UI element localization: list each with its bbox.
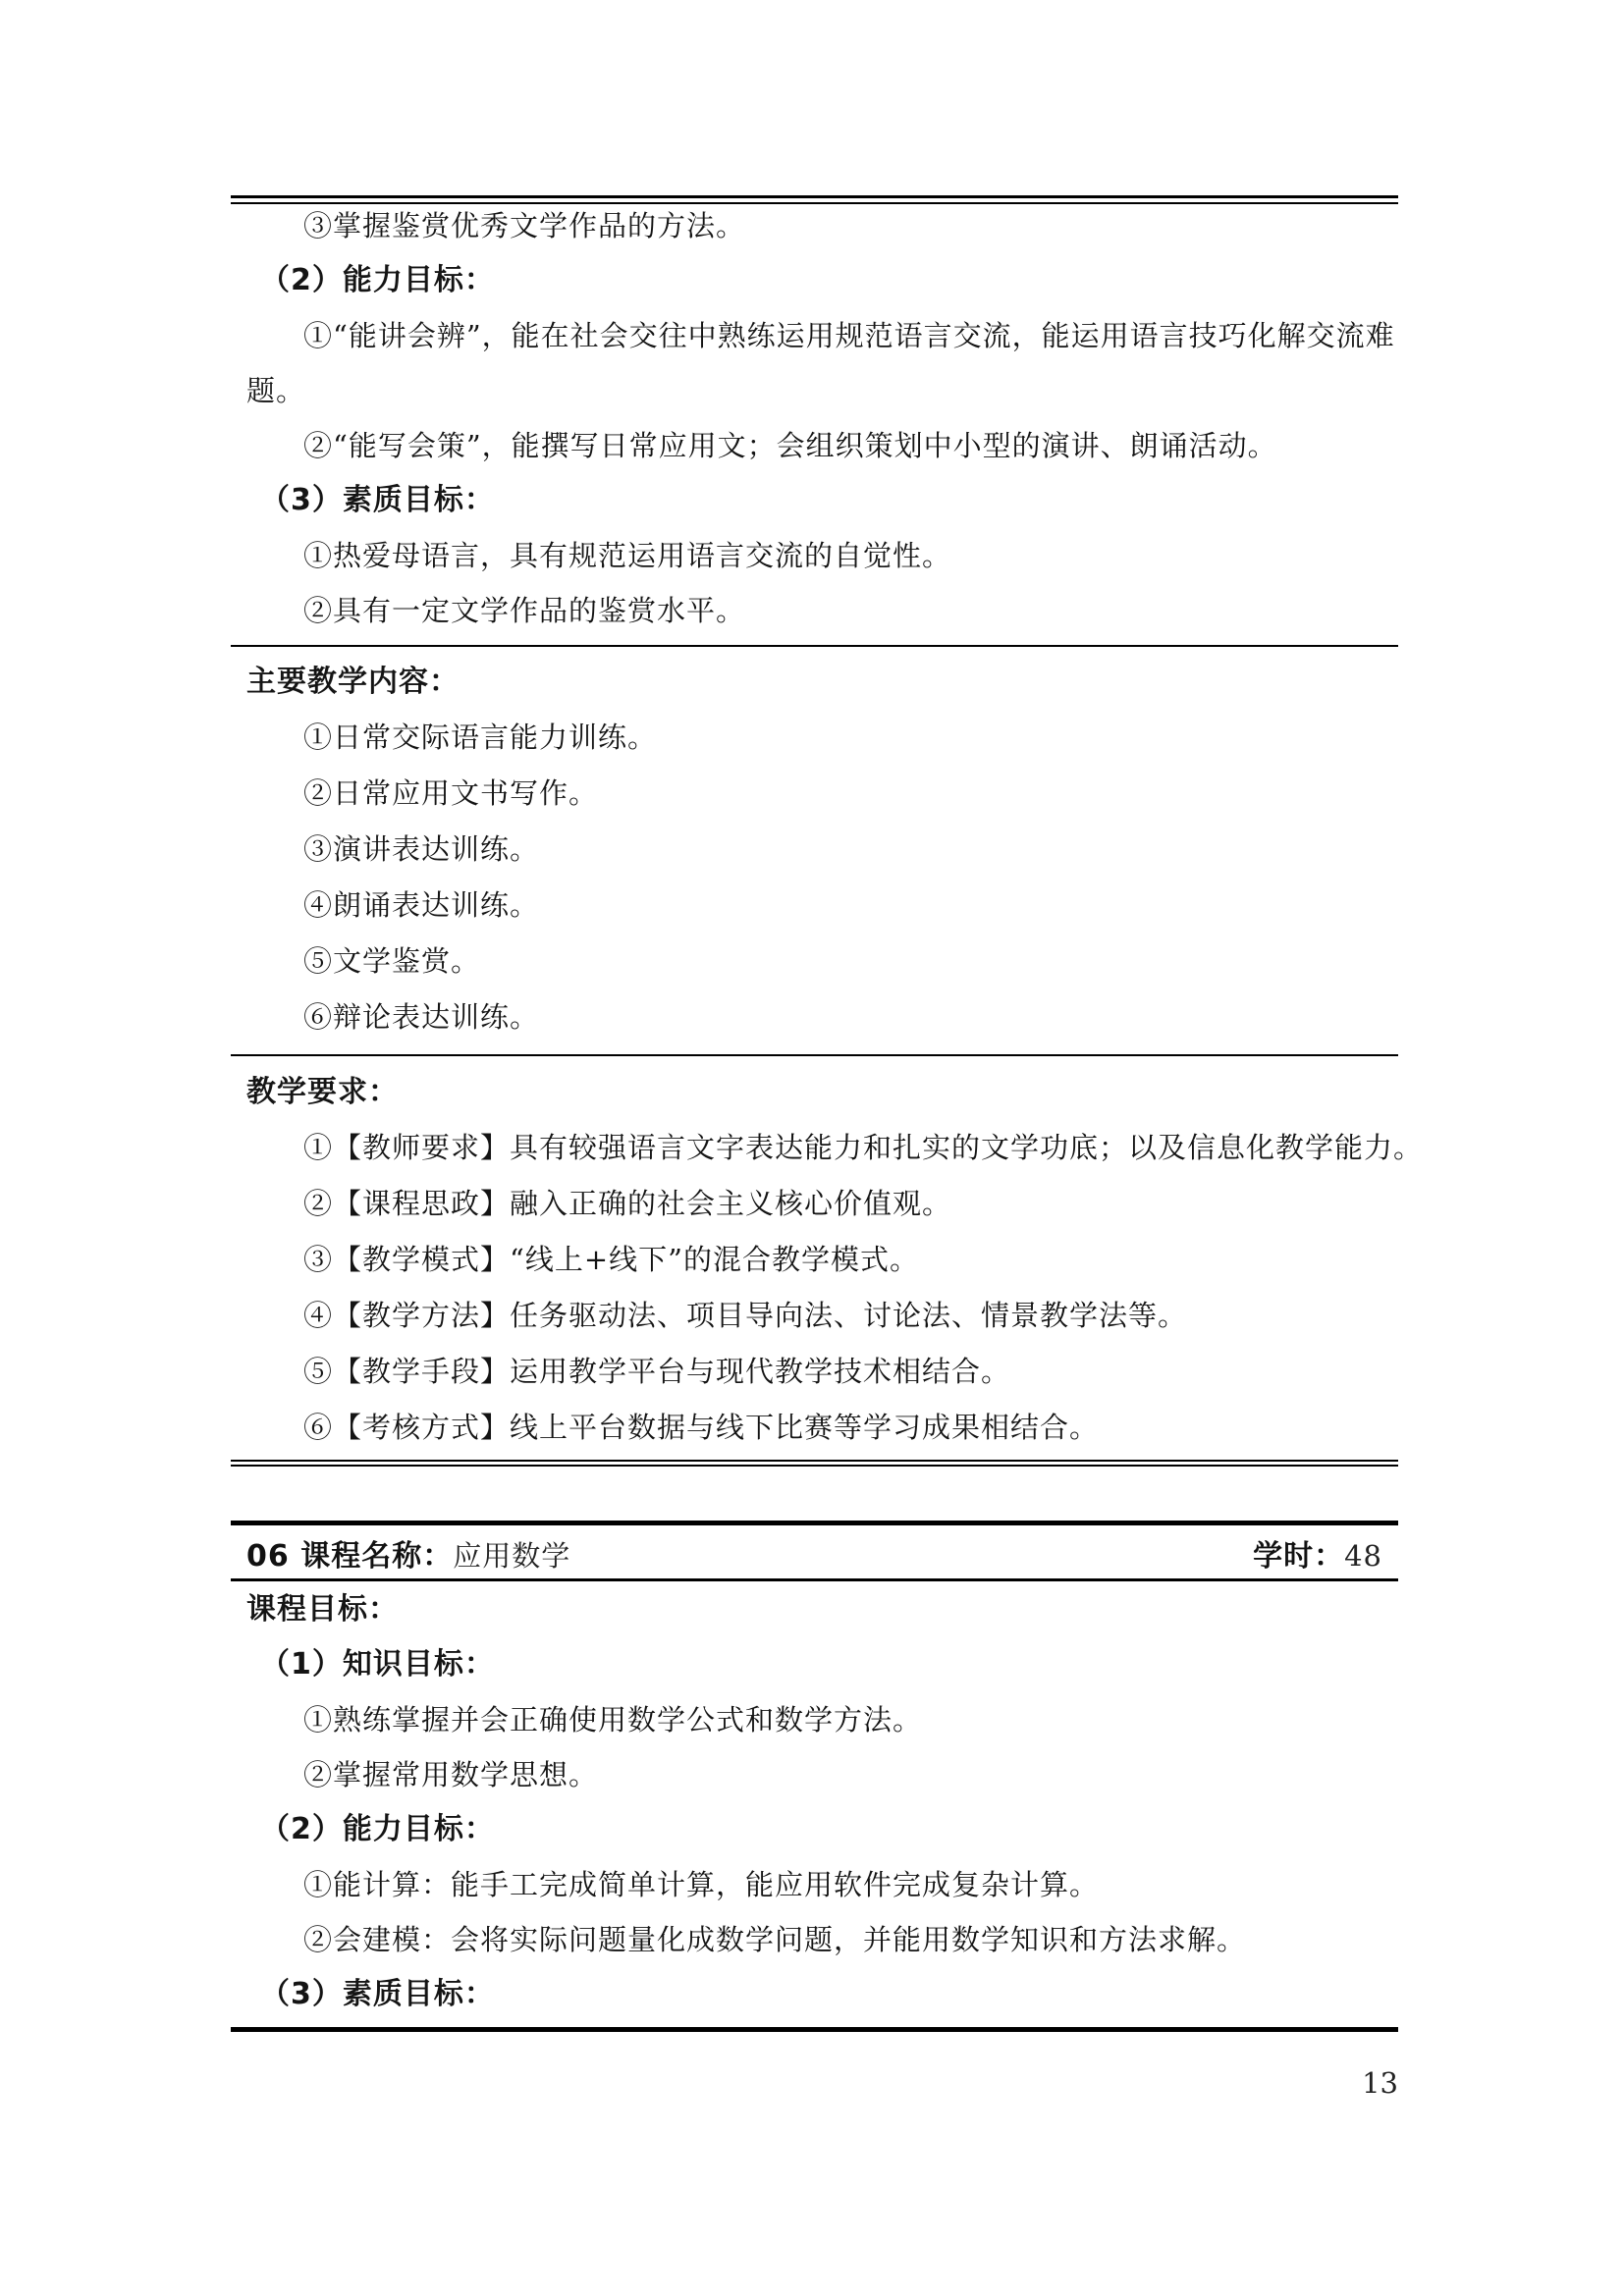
course06-objectives-section — [231, 1582, 1398, 2022]
course05-objectives-section — [231, 198, 1398, 638]
paragraph-line: ①熟练掌握并会正确使用数学公式和数学方法。 — [303, 1703, 923, 1736]
quality-objectives-heading: （3）素质目标： — [260, 1977, 495, 2011]
course-objectives-heading: 课程目标： — [246, 1592, 399, 1627]
paragraph-line: ①热爱母语言，具有规范运用语言交流的自觉性。 — [303, 539, 952, 572]
list-item: ③【教学模式】“线上+线下”的混合教学模式。 — [303, 1243, 919, 1276]
course-number-label: 06 课程名称： — [246, 1538, 454, 1574]
teaching-content-heading: 主要教学内容： — [246, 665, 460, 699]
page-number: 13 — [1362, 2066, 1398, 2100]
list-item: ⑥【考核方式】线上平台数据与线下比赛等学习成果相结合。 — [303, 1411, 1100, 1444]
teaching-requirements-heading: 教学要求： — [246, 1075, 399, 1109]
paragraph-line: ①“能讲会辨”，能在社会交往中熟练运用规范语言交流，能运用语言技巧化解交流难 — [303, 319, 1395, 352]
list-item: ④【教学方法】任务驱动法、项目导向法、讨论法、情景教学法等。 — [303, 1299, 1188, 1332]
paragraph-line: ②“能写会策”，能撰写日常应用文；会组织策划中小型的演讲、朗诵活动。 — [303, 429, 1277, 462]
hours-value: 48 — [1344, 1538, 1382, 1573]
course06-table-top-rule — [231, 1521, 1398, 1525]
course06-header-bottom-rule — [231, 1578, 1398, 1581]
course06-title — [246, 1531, 570, 1575]
paragraph-line: ②掌握常用数学思想。 — [303, 1758, 599, 1791]
knowledge-objectives-heading: （1）知识目标： — [260, 1647, 495, 1682]
teaching-requirements-section — [231, 1064, 1424, 1456]
course-name: 应用数学 — [453, 1538, 571, 1573]
paragraph-line: ②会建模：会将实际问题量化成数学问题，并能用数学知识和方法求解。 — [303, 1923, 1247, 1956]
list-item: ②【课程思政】融入正确的社会主义核心价值观。 — [303, 1187, 952, 1220]
list-item: ⑤文学鉴赏。 — [303, 944, 481, 978]
paragraph-line: 题。 — [246, 374, 306, 407]
list-item: ④朗诵表达训练。 — [303, 888, 540, 922]
table-end-double-rule-upper — [231, 1460, 1398, 1462]
ability-objectives-heading: （2）能力目标： — [260, 263, 495, 297]
list-item: ③演讲表达训练。 — [303, 832, 540, 866]
list-item: ①【教师要求】具有较强语言文字表达能力和扎实的文学功底；以及信息化教学能力。 — [303, 1131, 1424, 1164]
paragraph-line: ③掌握鉴赏优秀文学作品的方法。 — [303, 209, 746, 242]
list-item: ①日常交际语言能力训练。 — [303, 721, 658, 754]
hours-label: 学时： — [1253, 1538, 1345, 1574]
course06-header-row — [231, 1526, 1398, 1578]
list-item: ⑥辩论表达训练。 — [303, 1000, 540, 1034]
paragraph-line: ①能计算：能手工完成简单计算，能应用软件完成复杂计算。 — [303, 1868, 1100, 1901]
table-end-double-rule-lower — [231, 1465, 1398, 1467]
ability-objectives-heading: （2）能力目标： — [260, 1812, 495, 1846]
page-bottom-rule — [231, 2027, 1398, 2032]
paragraph-line: ②具有一定文学作品的鉴赏水平。 — [303, 594, 746, 627]
list-item: ②日常应用文书写作。 — [303, 776, 599, 810]
course06-hours — [1253, 1531, 1382, 1575]
quality-objectives-heading: （3）素质目标： — [260, 483, 495, 517]
divider-after-content — [231, 1054, 1398, 1056]
divider-after-objectives — [231, 645, 1398, 647]
teaching-content-section — [231, 654, 1398, 1045]
list-item: ⑤【教学手段】运用教学平台与现代教学技术相结合。 — [303, 1355, 1011, 1388]
